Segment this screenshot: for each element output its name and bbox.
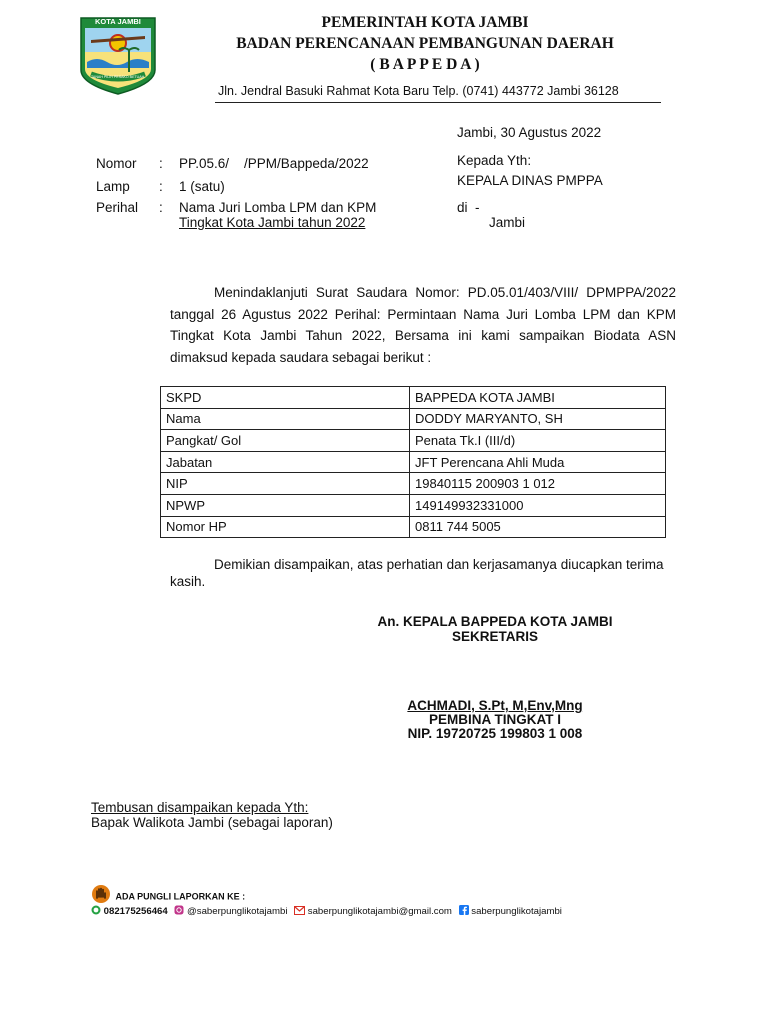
biodata-value: BAPPEDA KOTA JAMBI xyxy=(410,387,666,409)
letterhead-address: Jln. Jendral Basuki Rahmat Kota Baru Telp. (0741) 443772 Jambi 36128 xyxy=(218,84,619,98)
pungli-title: ADA PUNGLI LAPORKAN KE : xyxy=(115,891,246,902)
biodata-key: Pangkat/ Gol xyxy=(161,430,410,452)
biodata-value: 149149932331000 xyxy=(410,494,666,516)
biodata-row xyxy=(161,516,666,538)
instagram-icon xyxy=(174,905,184,918)
contact-facebook: saberpunglikotajambi xyxy=(471,906,562,918)
biodata-row xyxy=(161,430,666,452)
contact-row xyxy=(91,905,636,918)
recipient-kepada: Kepada Yth: xyxy=(457,153,532,168)
letterhead-line2: BADAN PERENCANAAN PEMBANGUNAN DAERAH xyxy=(236,35,614,52)
gmail-icon xyxy=(294,906,305,918)
biodata-value: DODDY MARYANTO, SH xyxy=(410,408,666,430)
biodata-row xyxy=(161,408,666,430)
nomor-value: PP.05.6/ /PPM/Bappeda/2022 xyxy=(179,156,369,171)
biodata-key: NIP xyxy=(161,473,410,495)
biodata-row xyxy=(161,387,666,409)
nomor-label: Nomor xyxy=(96,156,137,171)
body-paragraph xyxy=(170,282,676,368)
biodata-key: Nama xyxy=(161,408,410,430)
letterhead-line3: ( B A P P E D A ) xyxy=(370,56,480,73)
pungli-banner xyxy=(91,884,245,904)
facebook-icon xyxy=(459,905,469,918)
biodata-table xyxy=(160,386,666,538)
contact-instagram: @saberpunglikotajambi xyxy=(187,906,288,918)
biodata-value: JFT Perencana Ahli Muda xyxy=(410,451,666,473)
closing-paragraph xyxy=(170,556,680,590)
lamp-colon: : xyxy=(159,179,163,194)
biodata-key: NPWP xyxy=(161,494,410,516)
biodata-value: Penata Tk.I (III/d) xyxy=(410,430,666,452)
biodata-key: Nomor HP xyxy=(161,516,410,538)
tembusan-item: Bapak Walikota Jambi (sebagai laporan) xyxy=(91,815,333,830)
signature-position: SEKRETARIS xyxy=(451,629,538,644)
biodata-row xyxy=(161,473,666,495)
recipient-city: Jambi xyxy=(489,215,526,230)
lamp-label: Lamp xyxy=(96,179,130,194)
contact-email: saberpunglikotajambi@gmail.com xyxy=(307,906,452,918)
whatsapp-icon xyxy=(91,905,101,918)
nomor-colon: : xyxy=(159,156,163,171)
recipient-name: KEPALA DINAS PMPPA xyxy=(457,173,603,188)
biodata-value: 19840115 200903 1 012 xyxy=(410,473,666,495)
body-paragraph-text: Menindaklanjuti Surat Saudara Nomor: PD.05.01/403/VIII/ DPMPPA/2022 tanggal 26 Agustus 2022 Perihal: Permintaan Nama Juri Lomba LPM dan KPM Tingkat Kota Jambi Tahun 2022, Bersama ini kami sampaikan Biodata ASN dimaksud kepada saudara sebagai berikut : xyxy=(170,285,676,365)
perihal-colon: : xyxy=(159,200,163,215)
signature-rank: PEMBINA TINGKAT I xyxy=(429,712,561,727)
closing-text: Demikian disampaikan, atas perhatian dan kerjasamanya diucapkan terima kasih. xyxy=(170,557,664,589)
kota-jambi-logo xyxy=(77,12,159,97)
letterhead-divider xyxy=(215,102,661,103)
logo-motto: TANAH PILIH PESAKO BETUAH xyxy=(91,75,145,79)
perihal-line2: Tingkat Kota Jambi tahun 2022 xyxy=(179,215,366,230)
letter-date: Jambi, 30 Agustus 2022 xyxy=(457,125,602,140)
signature-name: ACHMADI, S.Pt, M,Env,Mng xyxy=(407,698,583,713)
perihal-label: Perihal xyxy=(96,200,139,215)
tembusan-title: Tembusan disampaikan kepada Yth: xyxy=(91,800,309,815)
biodata-row xyxy=(161,494,666,516)
biodata-value: 0811 744 5005 xyxy=(410,516,666,538)
letterhead-line1: PEMERINTAH KOTA JAMBI xyxy=(321,14,529,31)
perihal-line1: Nama Juri Lomba LPM dan KPM xyxy=(179,200,377,215)
biodata-row xyxy=(161,451,666,473)
lamp-value: 1 (satu) xyxy=(179,179,225,194)
logo-text: KOTA JAMBI xyxy=(95,17,141,26)
signature-title: An. KEPALA BAPPEDA KOTA JAMBI xyxy=(377,614,613,629)
signature-nip: NIP. 19720725 199803 1 008 xyxy=(407,726,583,741)
contact-phone: 082175256464 xyxy=(103,906,168,918)
biodata-key: Jabatan xyxy=(161,451,410,473)
recipient-di: di - xyxy=(457,200,480,215)
biodata-key: SKPD xyxy=(161,387,410,409)
